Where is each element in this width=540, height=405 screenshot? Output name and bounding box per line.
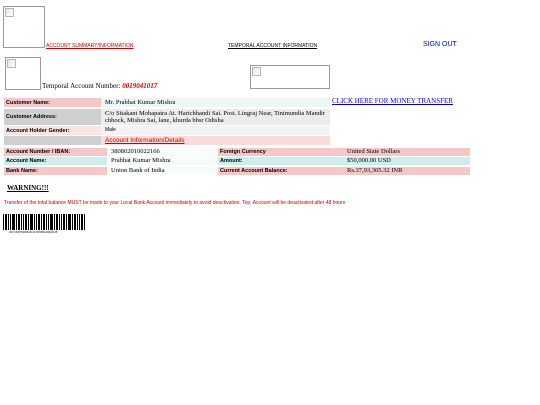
account-number-value: 0019041017 (122, 82, 158, 90)
bank-banner-image (250, 65, 330, 89)
account-name-label: Account Name: (4, 157, 107, 165)
broken-image-icon (7, 59, 16, 68)
barcode (3, 214, 85, 234)
info-details-spacer (4, 136, 101, 145)
foreign-currency-value: United State Dollars (343, 148, 470, 156)
customer-address-value: C/o Sitakant Mohapatra At. Harichhandi Sai. Post. Lingraj Near, Tinimundia Mandir chhock, Mishra Sai, lane, khurda bbsr Odisha (101, 109, 330, 125)
temporal-account-info-link[interactable]: TEMPORAL ACCOUNT INFORMATION (228, 43, 318, 49)
customer-address-label: Customer Address: (4, 109, 101, 125)
customer-name-value: Mr. Prabhat Kumar Mishra (101, 98, 330, 107)
account-summary-link[interactable]: ACCOUNT SUMMARY/INFORMATION (46, 43, 134, 49)
gender-value: Male (101, 126, 330, 135)
amount-label: Amount: (218, 157, 343, 165)
broken-image-icon (5, 8, 14, 17)
foreign-currency-label: Foreign Currency (218, 148, 343, 156)
broken-image-icon (252, 67, 261, 76)
bank-name-label: Bank Name: (4, 167, 107, 175)
warning-title: WARNING!!! (7, 184, 49, 192)
money-transfer-link[interactable]: CLICK HERE FOR MONEY TRANSFER (332, 97, 453, 105)
logo-image (3, 6, 45, 48)
current-balance-value: Rs.37,93,365.32 INR (343, 167, 470, 175)
amount-value: $50,000.00 USD (343, 157, 470, 165)
account-number-iban-label: Account Number / IBAN: (4, 148, 107, 156)
account-info-details-link[interactable]: Account Information/Details (101, 136, 330, 145)
barcode-caption: J6071383760006201017435HFAC8226105 (9, 231, 58, 234)
customer-name-label: Customer Name: (4, 98, 101, 107)
bank-name-value: Union Bank of India (107, 167, 218, 175)
current-balance-label: Current Account Balance: (218, 167, 343, 175)
sign-out-link[interactable]: SIGN OUT (423, 41, 457, 48)
profile-image (5, 57, 41, 90)
account-number-label: Temporal Account Number: (42, 82, 121, 90)
temporal-account-number (42, 82, 157, 90)
warning-message: Transfer of the total balance MUST be made to your Local Bank Account immediately to avoid deactivation. Tep. Account will be deactivated after 48 hours (4, 200, 346, 206)
gender-label: Account Holder Gender: (4, 126, 101, 135)
barcode-bars (3, 214, 85, 230)
account-name-value: Prabhat Kumar Mishra (107, 157, 218, 165)
account-number-iban-value: 380802010022166 (107, 148, 218, 156)
